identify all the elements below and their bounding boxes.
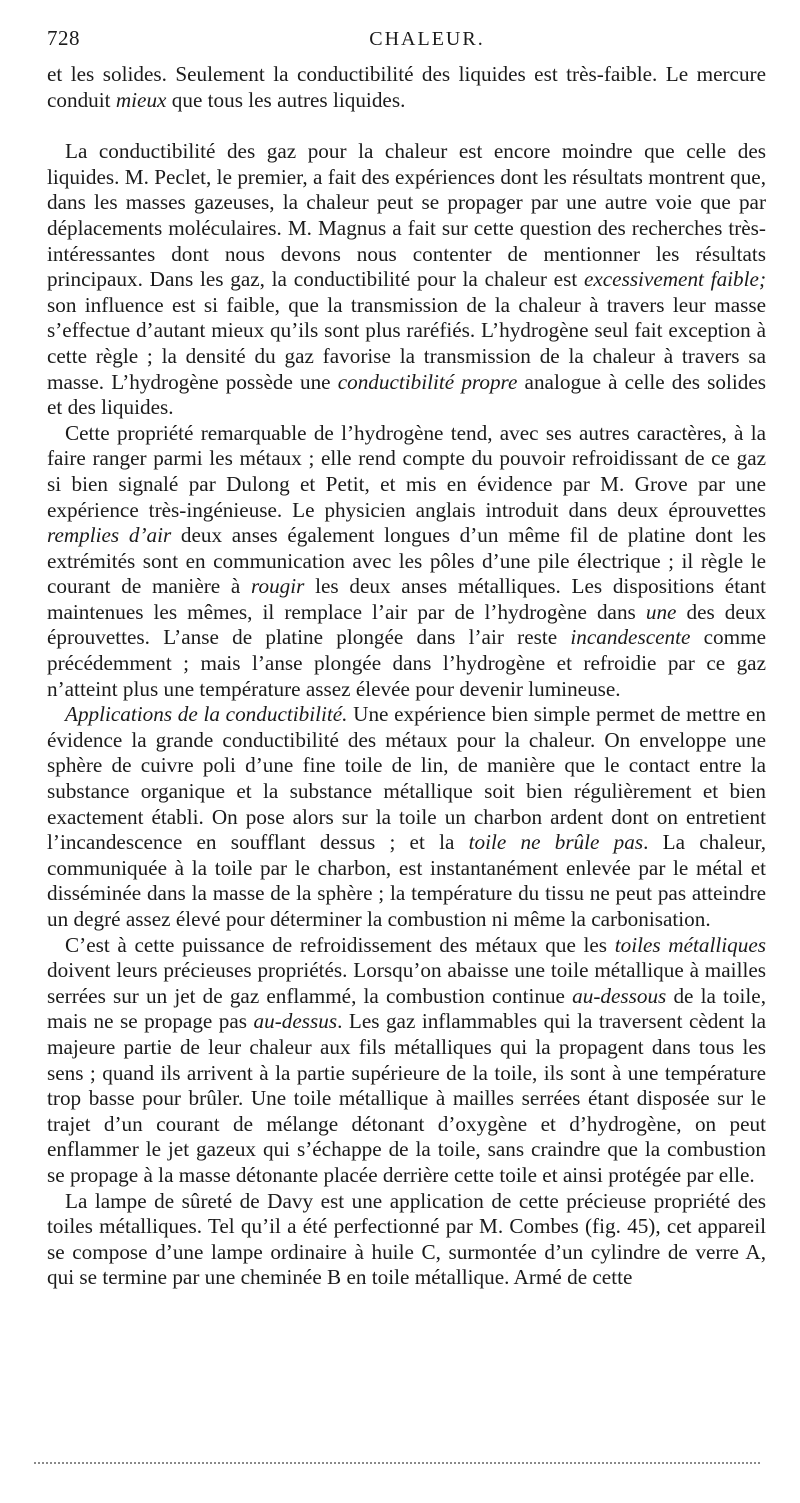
italic-text: conductibilité propre [337,369,518,394]
text-run: de la toile, mais ne se propage pas [47,983,766,1034]
italic-text: mieux [115,87,167,112]
page-number: 728 [47,26,80,50]
paragraph [47,933,766,1189]
text-run: . La chaleur, communiquée à la toile par le charbon, est instantanément enlevée par le métal et disséminée dans la masse de la sphère ; la température du tissu ne peut pas atteindre un degré assez élevé pour déterminer la combustion ni même la carbonisation. [47,830,766,931]
text-run: comme précédemment ; mais l’anse plongée dans l’hydrogène et refroidie par ce gaz n’atteint plus une température assez élevée pour devenir lumineuse. [47,625,766,701]
italic-text: Applications de la conductibilité. [65,702,348,727]
text-run: La lampe de sûreté de Davy est une application de cette précieuse propriété des toiles métalliques. Tel qu’il a été perfectionné par M. Combes (fig. 45), cet appareil se compose d’une lampe ordinaire à huile C, surmontée d’un cylindre de verre A, qui se termine par une cheminée B en toile métallique. Armé de cette [47,1188,766,1290]
paragraph [47,139,766,421]
paragraph [47,702,766,932]
italic-text: rougir [251,574,305,599]
paragraph [47,1189,766,1291]
italic-text: toiles métalliques [614,932,766,957]
text-run: des deux éprouvettes. L’anse de platine plongée dans l’air reste [47,599,766,650]
text-run: Cette propriété remarquable de l’hydrogène tend, avec ses autres caractères, à la faire ranger parmi les métaux ; elle rend compte du pouvoir refroidissant de ce gaz si bien signalé par Dulong et Petit, et mis en évidence par M. Grove par une expérience très-ingénieuse. Le physicien anglais introduit dans deux éprouvettes [47,420,766,522]
footer-rule [34,1462,760,1464]
text-run: La conductibilité des gaz pour la chaleur est encore moindre que celle des liquides. M. Peclet, le premier, a fait des expériences dont les résultats montrent que, dans les masses gazeuses, la chaleur peut se propager par une autre voie que par déplacements moléculaires. M. Magnus a fait sur cette question des recherches très-intéressantes dont nous devons nous contenter de mentionner les résultats principaux. Dans les gaz, la conductibilité pour la chaleur est [47,139,766,292]
text-run: deux anses également longues d’un même fil de platine dont les extrémités sont en communication avec les pôles d’une pile électrique ; il règle le courant de manière à [47,523,766,599]
italic-text: au-dessus [253,1009,338,1034]
text-run: et les solides. Seulement la conductibilité des liquides est très-faible. Le mercure conduit [47,62,766,112]
italic-text: toile ne brûle pas [468,830,644,855]
italic-text: incandescente [570,625,691,650]
text-run: Une expérience bien simple permet de mettre en évidence la grande conductibilité des métaux pour la chaleur. On enveloppe une sphère de cuivre poli d’une fine toile de lin, de manière que le contact entre la substance organique et la substance métallique soit bien régulièrement et bien exactement établi. On pose alors sur la toile un charbon ardent dont on entretient l’incandescence en soufflant dessus ; et la [47,702,766,855]
page-header [47,26,767,60]
italic-text: au-dessous [572,983,667,1008]
body-text [47,62,766,1291]
text-run: . Les gaz inflammables qui la traversent cèdent la majeure partie de leur chaleur aux fils métalliques qui la propagent dans tous les sens ; quand ils arrivent à la partie supérieure de la toile, ils sont à une température trop basse pour brûler. Une toile métallique à mailles serrées étant disposée sur le trajet d’un courant de mélange détonant d’oxygène et d’hydrogène, on peut enflammer le jet gazeux qui s’échappe de la toile, sans craindre que la combustion se propage à la masse détonante placée derrière cette toile et ainsi protégée par elle. [47,1009,766,1187]
italic-text: une [645,599,677,624]
running-title: CHALEUR. [369,28,485,50]
text-run: analogue à celle des solides et des liquides. [47,369,766,420]
text-run: C’est à cette puissance de refroidissement des métaux que les [65,932,615,957]
text-run: que tous les autres liquides. [166,87,406,112]
paragraph [47,62,766,113]
italic-text: excessivement faible; [583,267,766,292]
text-run: les deux anses métalliques. Les dispositions étant maintenues les mêmes, il remplace l’air par de l’hydrogène dans [47,574,766,624]
text-run: son influence est si faible, que la transmission de la chaleur à travers leur masse s’effectue d’autant mieux qu’ils sont plus raréfiés. L’hydrogène seul fait exception à cette règle ; la densité du gaz favorise la transmission de la chaleur à travers sa masse. L’hydrogène possède une [47,292,766,394]
paragraph [47,421,766,703]
italic-text: remplies d’air [47,523,172,548]
text-run: doivent leurs précieuses propriétés. Lorsqu’on abaisse une toile métallique à mailles serrées sur un jet de gaz enflammé, la combustion continue [47,958,766,1008]
